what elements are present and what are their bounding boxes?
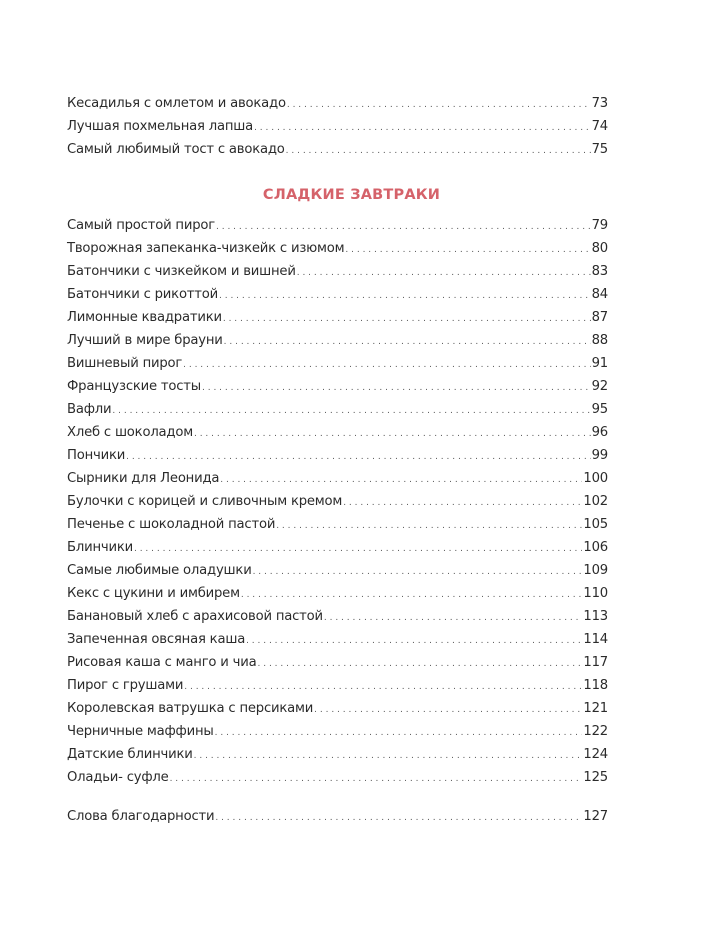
dot-leader: [194, 421, 591, 446]
toc-entry-page-number: 83: [591, 264, 608, 279]
toc-entry-page-number: 102: [583, 494, 608, 509]
toc-entry-title: Банановый хлеб с арахисовой пастой: [67, 609, 323, 624]
toc-entry-page-number: 87: [591, 310, 608, 325]
dot-leader: [286, 138, 591, 163]
toc-entry-title: Батончики с чизкейком и вишней: [67, 264, 296, 279]
dot-leader: [324, 605, 583, 630]
toc-entry[interactable]: [67, 766, 608, 789]
toc-entry-title: Хлеб с шоколадом: [67, 425, 193, 440]
toc-entry[interactable]: [67, 92, 608, 115]
toc-entry[interactable]: [67, 697, 608, 720]
toc-entry[interactable]: [67, 138, 608, 161]
dot-leader: [276, 513, 582, 538]
toc-entry-title: Оладьи- суфле: [67, 770, 169, 785]
toc-entry-title: Печенье с шоколадной пастой: [67, 517, 276, 532]
dot-leader: [253, 559, 583, 584]
dot-leader: [287, 92, 591, 117]
toc-entry-title: Самые любимые оладушки: [67, 563, 252, 578]
dot-leader: [112, 398, 590, 423]
toc-entry-page-number: 121: [583, 701, 608, 716]
toc-entry-page-number: 91: [591, 356, 608, 371]
toc-entry[interactable]: [67, 260, 608, 283]
dot-leader: [258, 651, 583, 676]
dot-leader: [170, 766, 583, 791]
dot-leader: [134, 536, 582, 561]
toc-entry-title: Самый простой пирог: [67, 218, 215, 233]
toc-entry-page-number: 110: [583, 586, 608, 601]
toc-entry[interactable]: [67, 352, 608, 375]
toc-entry-title: Творожная запеканка-чизкейк с изюмом: [67, 241, 345, 256]
toc-entry[interactable]: [67, 421, 608, 444]
toc-entry-title: Королевская ватрушка с персиками: [67, 701, 314, 716]
toc-entry[interactable]: [67, 467, 608, 490]
toc-entry-page-number: 75: [591, 142, 608, 157]
toc-entry-page-number: 113: [583, 609, 608, 624]
toc-entry[interactable]: [67, 237, 608, 260]
toc-entry-title: Лучшая похмельная лапша: [67, 119, 254, 134]
toc-entry-page-number: 84: [591, 287, 608, 302]
dot-leader: [220, 467, 582, 492]
toc-entry-title: Лучший в мире брауни: [67, 333, 223, 348]
toc-entry[interactable]: [67, 444, 608, 467]
toc-entry-title: Булочки с корицей и сливочным кремом: [67, 494, 343, 509]
dot-leader: [246, 628, 582, 653]
toc-entry-title: Пончики: [67, 448, 126, 463]
dot-leader: [202, 375, 591, 400]
toc-entry-page-number: 79: [591, 218, 608, 233]
dot-leader: [194, 743, 583, 768]
dot-leader: [224, 329, 591, 354]
toc-entry-page-number: 74: [591, 119, 608, 134]
toc-entry-page-number: 106: [583, 540, 608, 555]
toc-entry-page-number: 122: [583, 724, 608, 739]
toc-entry-page-number: 109: [583, 563, 608, 578]
toc-entry-title: Батончики с рикоттой: [67, 287, 219, 302]
toc-entry-page-number: 99: [591, 448, 608, 463]
toc-entry-page-number: 124: [583, 747, 608, 762]
dot-leader: [241, 582, 583, 607]
toc-entry-page-number: 73: [591, 96, 608, 111]
toc-entry-title: Запеченная овсяная каша: [67, 632, 246, 647]
toc-entry-page-number: 88: [591, 333, 608, 348]
dot-leader: [216, 214, 591, 239]
toc-entry-page-number: 80: [591, 241, 608, 256]
toc-entry-page-number: 118: [583, 678, 608, 693]
dot-leader: [184, 674, 582, 699]
toc-entry[interactable]: [67, 115, 608, 138]
toc-entry[interactable]: [67, 805, 608, 828]
toc-entry-page-number: 125: [583, 770, 608, 785]
dot-leader: [126, 444, 591, 469]
toc-entry-title: Самый любимый тост с авокадо: [67, 142, 285, 157]
toc-entry-page-number: 117: [583, 655, 608, 670]
toc-entry-title: Датские блинчики: [67, 747, 193, 762]
toc-entry[interactable]: [67, 605, 608, 628]
toc-entry[interactable]: [67, 674, 608, 697]
toc-entry[interactable]: [67, 743, 608, 766]
toc-entry-title: Блинчики: [67, 540, 133, 555]
toc-entry[interactable]: [67, 559, 608, 582]
section-heading: СЛАДКИЕ ЗАВТРАКИ: [262, 187, 441, 203]
dot-leader: [254, 115, 591, 140]
toc-section-list: [67, 214, 608, 789]
toc-group-after: [67, 805, 608, 828]
toc-entry[interactable]: [67, 375, 608, 398]
dot-leader: [314, 697, 582, 722]
toc-entry-title: Вафли: [67, 402, 112, 417]
toc-entry-title: Кесадилья с омлетом и авокадо: [67, 96, 286, 111]
toc-entry[interactable]: [67, 214, 608, 237]
toc-entry-title: Кекс с цукини и имбирем: [67, 586, 240, 601]
toc-entry-title: Французские тосты: [67, 379, 202, 394]
dot-leader: [183, 352, 590, 377]
toc-entry-page-number: 92: [591, 379, 608, 394]
toc-group-before: [67, 92, 608, 161]
toc-entry-page-number: 96: [591, 425, 608, 440]
toc-entry[interactable]: [67, 398, 608, 421]
toc-entry-title: Лимонные квадратики: [67, 310, 222, 325]
toc-entry-page-number: 105: [583, 517, 608, 532]
toc-entry[interactable]: [67, 283, 608, 306]
toc-entry[interactable]: [67, 513, 608, 536]
toc-entry-title: Вишневый пирог: [67, 356, 183, 371]
toc-entry-title: Сырники для Леонида: [67, 471, 220, 486]
toc-entry[interactable]: [67, 582, 608, 605]
toc-entry-page-number: 100: [583, 471, 608, 486]
dot-leader: [343, 490, 582, 515]
toc-entry-title: Пирог с грушами: [67, 678, 184, 693]
dot-leader: [215, 805, 582, 830]
dot-leader: [345, 237, 590, 262]
toc-entry[interactable]: [67, 628, 608, 651]
toc-entry[interactable]: [67, 651, 608, 674]
toc-entry[interactable]: [67, 490, 608, 513]
toc-entry[interactable]: [67, 306, 608, 329]
toc-entry[interactable]: [67, 720, 608, 743]
toc-entry[interactable]: [67, 536, 608, 559]
toc-entry[interactable]: [67, 329, 608, 352]
toc-entry-page-number: 114: [583, 632, 608, 647]
toc-entry-title: Слова благодарности: [67, 809, 215, 824]
dot-leader: [215, 720, 583, 745]
toc-entry-page-number: 127: [583, 809, 608, 824]
dot-leader: [223, 306, 591, 331]
toc-entry-title: Рисовая каша с манго и чиа: [67, 655, 257, 670]
dot-leader: [297, 260, 591, 285]
toc-entry-title: Черничные маффины: [67, 724, 214, 739]
dot-leader: [219, 283, 591, 308]
toc-entry-page-number: 95: [591, 402, 608, 417]
